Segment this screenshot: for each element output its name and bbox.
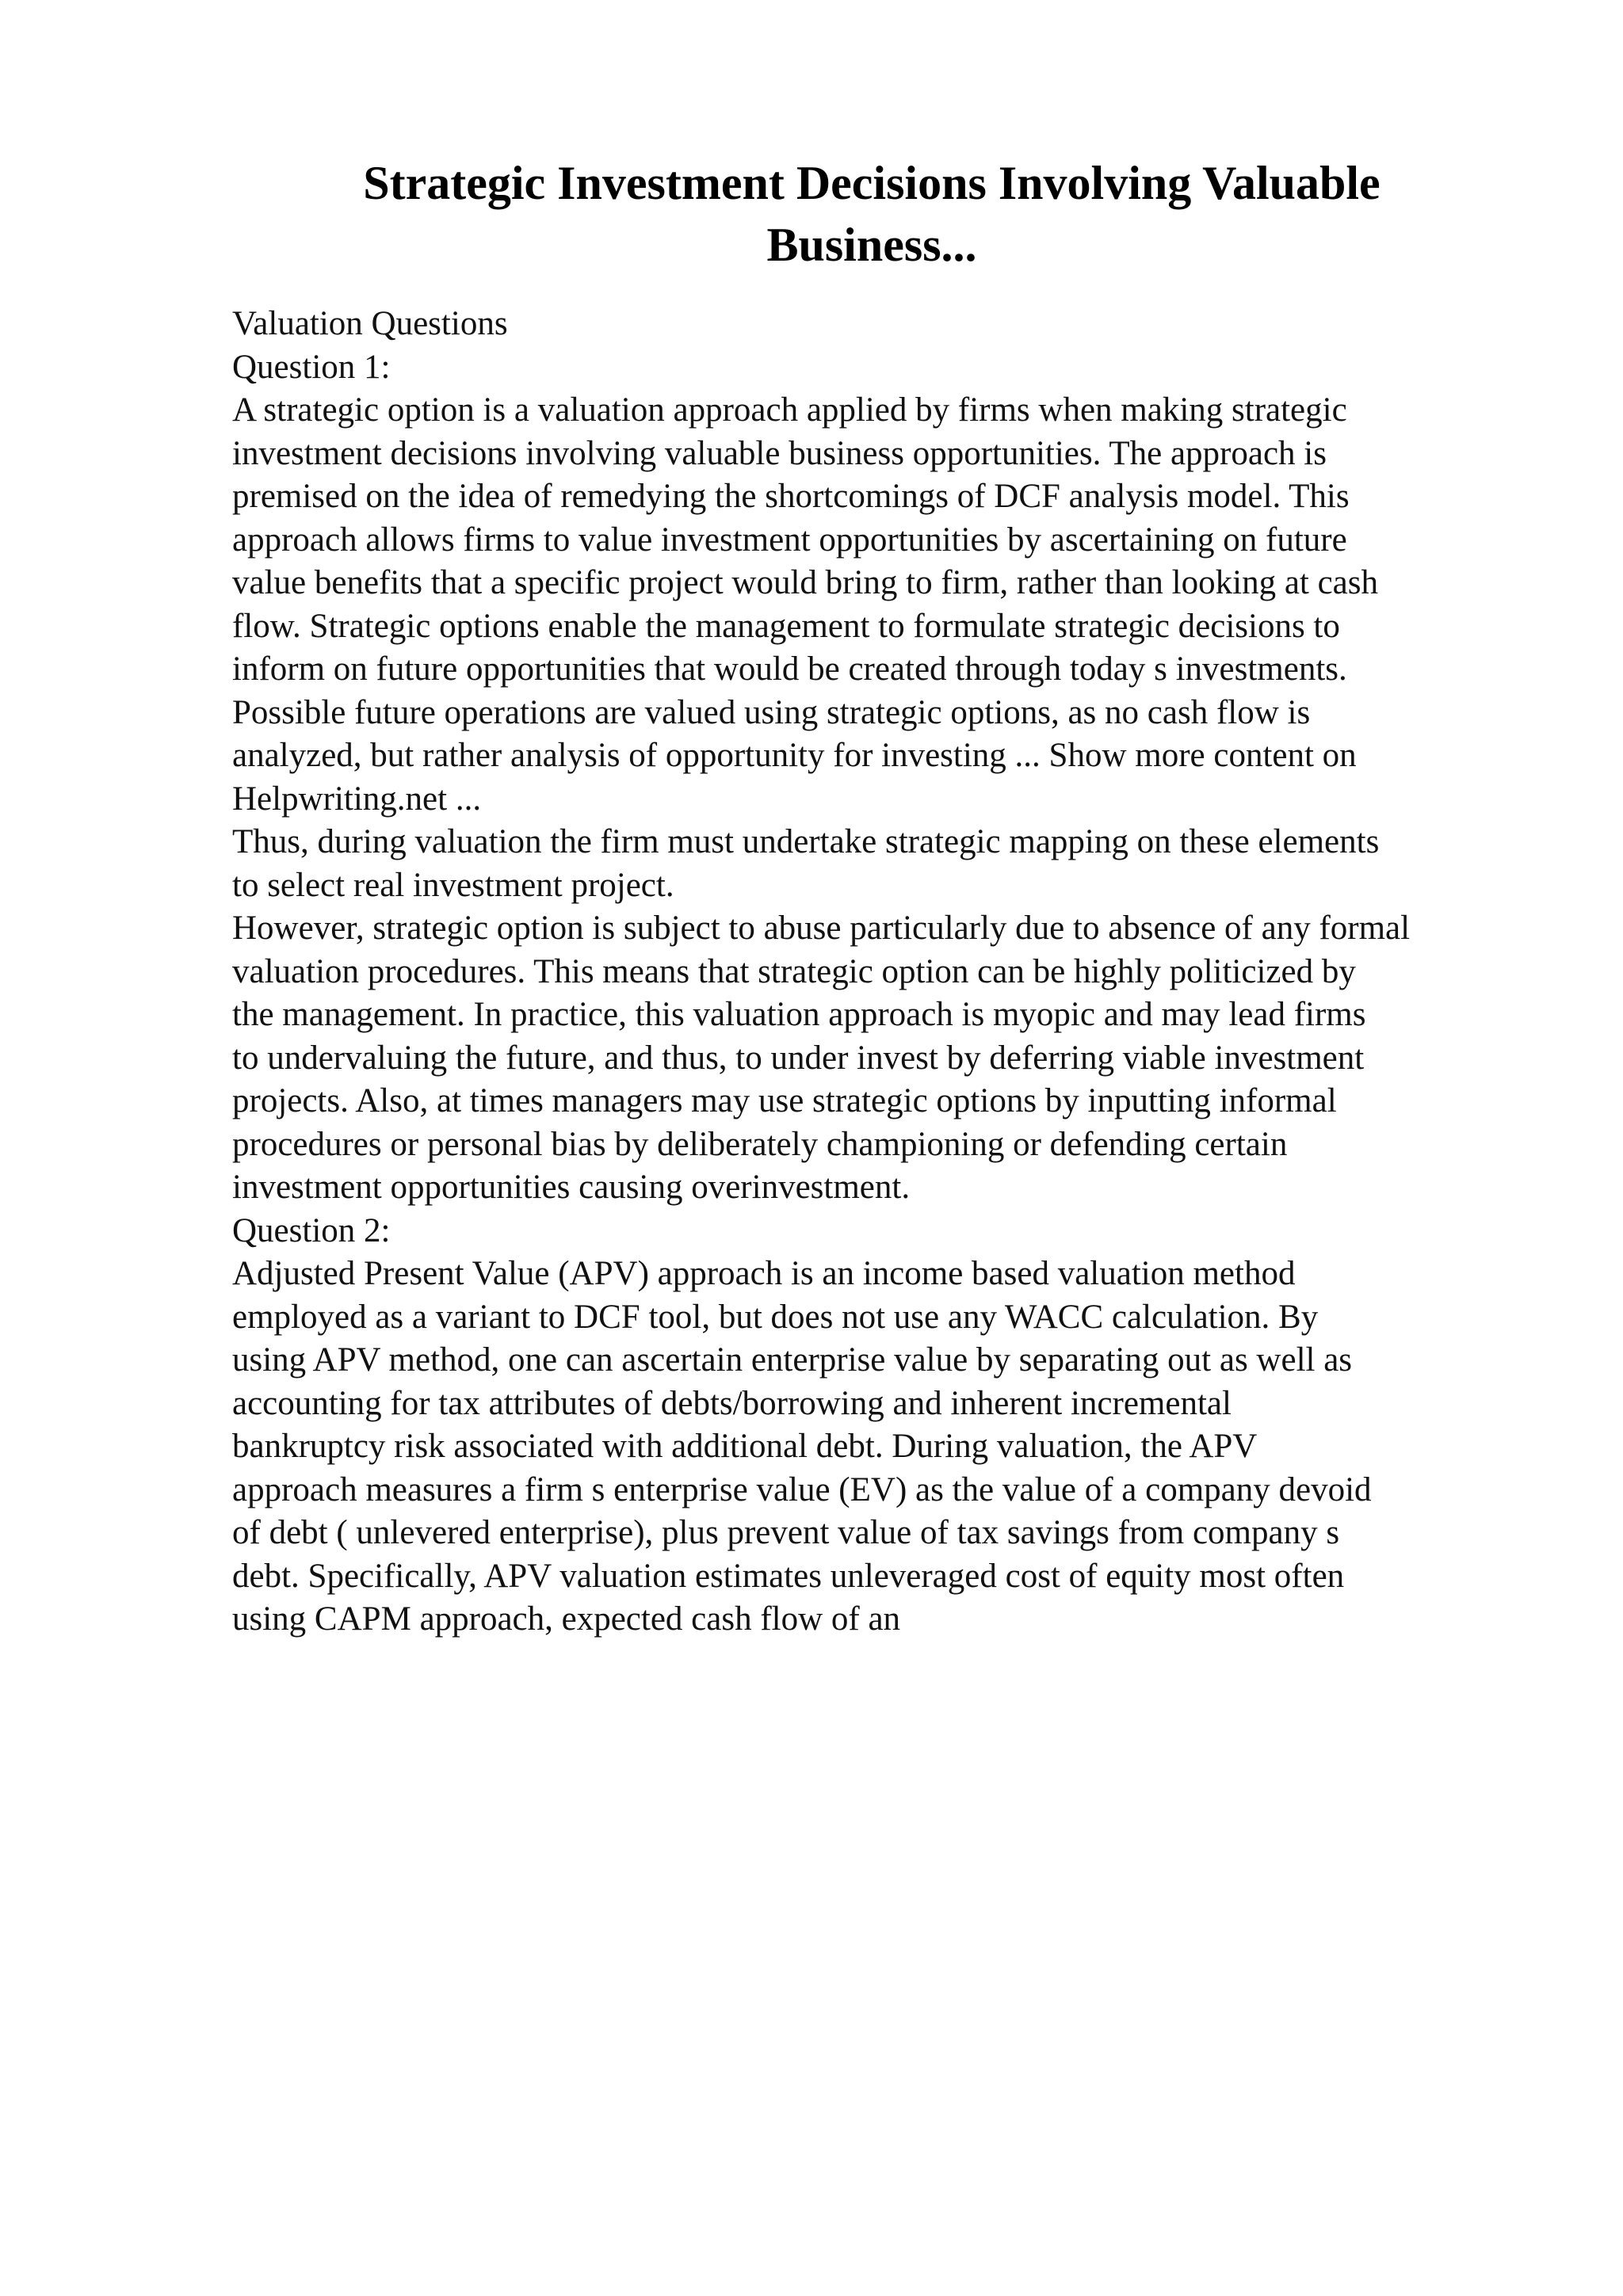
- body-line: debt. Specifically, APV valuation estimates unleveraged cost of equity most often: [232, 1557, 1345, 1595]
- body-line: investment opportunities causing overinvestment.: [232, 1169, 911, 1206]
- body-line: procedures or personal bias by deliberately championing or defending certain: [232, 1125, 1288, 1163]
- body-line: However, strategic option is subject to abuse particularly due to absence of any formal: [232, 910, 1411, 947]
- body-line: Possible future operations are valued using strategic options, as no cash flow is: [232, 693, 1311, 731]
- body-line: using APV method, one can ascertain enterprise value by separating out as well as: [232, 1341, 1353, 1379]
- body-line: Adjusted Present Value (APV) approach is an income based valuation method: [232, 1255, 1296, 1292]
- body-line: Thus, during valuation the firm must undertake strategic mapping on these elements: [232, 823, 1380, 860]
- question-heading: Question 2:: [232, 1211, 391, 1249]
- body-line: investment decisions involving valuable business opportunities. The approach is: [232, 434, 1327, 472]
- section-heading: Valuation Questions: [232, 305, 508, 342]
- body-line: projects. Also, at times managers may use strategic options by inputting informal: [232, 1082, 1337, 1119]
- question-heading: Question 1:: [232, 348, 391, 386]
- body-line: approach allows firms to value investment opportunities by ascertaining on future: [232, 521, 1347, 559]
- body-line: accounting for tax attributes of debts/borrowing and inherent incremental: [232, 1384, 1232, 1422]
- body-line: analyzed, but rather analysis of opportunity for investing ... Show more content on: [232, 737, 1357, 774]
- body-line: value benefits that a specific project would bring to firm, rather than looking at cash: [232, 564, 1379, 601]
- title-line: Business...: [766, 219, 977, 271]
- body-line: to select real investment project.: [232, 866, 674, 904]
- body-line: flow. Strategic options enable the management to formulate strategic decisions to: [232, 607, 1340, 645]
- body-line: bankruptcy risk associated with additional debt. During valuation, the APV: [232, 1428, 1258, 1465]
- body-line: inform on future opportunities that would be created through today s investments.: [232, 650, 1347, 688]
- document-title: [317, 152, 1426, 276]
- body-line: approach measures a firm s enterprise value (EV) as the value of a company devoid: [232, 1470, 1372, 1508]
- body-line: of debt ( unlevered enterprise), plus prevent value of tax savings from company s: [232, 1514, 1340, 1551]
- body-line: valuation procedures. This means that strategic option can be highly politicized by: [232, 952, 1356, 990]
- body-line: using CAPM approach, expected cash flow of an: [232, 1600, 901, 1638]
- body-line: premised on the idea of remedying the shortcomings of DCF analysis model. This: [232, 478, 1350, 515]
- title-line: Strategic Investment Decisions Involving Valuable: [363, 157, 1381, 209]
- body-line: A strategic option is a valuation approach applied by firms when making strategic: [232, 391, 1347, 429]
- body-line: Helpwriting.net ...: [232, 780, 482, 818]
- body-line: to undervaluing the future, and thus, to under invest by deferring viable investment: [232, 1039, 1365, 1077]
- document-body: [232, 303, 1532, 1642]
- body-line: the management. In practice, this valuation approach is myopic and may lead firms: [232, 996, 1366, 1033]
- body-line: employed as a variant to DCF tool, but does not use any WACC calculation. By: [232, 1298, 1319, 1336]
